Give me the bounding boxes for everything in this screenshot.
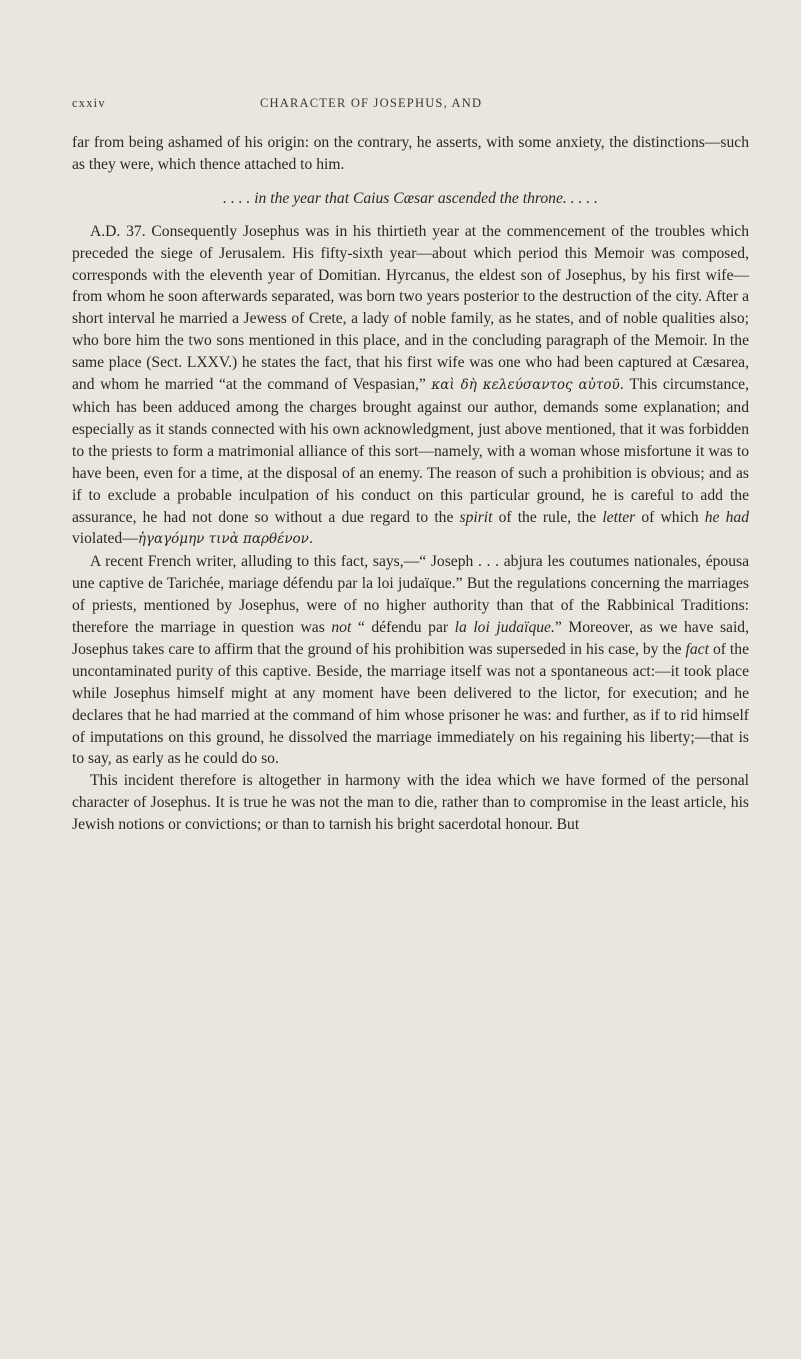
italic-word: spirit bbox=[459, 508, 493, 526]
paragraph-ad37 bbox=[72, 221, 749, 552]
page-number: cxxiv bbox=[72, 96, 106, 110]
date-marker: A.D. 37. bbox=[90, 222, 146, 240]
text-run: Consequently Josephus was in his thirtieth year at the commencement of the troubles which preceded the siege of Jerusalem. His fifty-sixth year—about which period this Memoir was composed, corresponds with the eleventh year of Domitian. Hyrcanus, the eldest son of Josephus, by his first wife—from whom he soon afterwards separated, was born two years posterior to the destruction of the city. After a short interval he married a Jewess of Crete, a lady of noble family, as he states, and of noble qualities also; who bore him the two sons mentioned in this place, and in the concluding paragraph of the Memoir. In the same place (Sect. LXXV.) he states the fact, that his first wife was one who had been captured at Cæsarea, and whom he married “at the command of Vespasian,” bbox=[72, 222, 749, 394]
text-run: of which bbox=[635, 508, 705, 526]
italic-word: he had bbox=[704, 508, 749, 526]
quoted-line: . . . . in the year that Caius Cæsar ascended the throne. . . . . bbox=[223, 189, 598, 207]
text-run: violated— bbox=[72, 530, 138, 548]
greek-phrase: καὶ δὴ κελεύσαντος αὐτοῦ. bbox=[431, 377, 624, 394]
paragraph-french-writer bbox=[72, 551, 749, 770]
text-run: ” Moreover, as we have said, Josephus takes care to affirm that the ground of his prohibition was superseded in his case, by the bbox=[72, 619, 750, 658]
italic-word: letter bbox=[602, 508, 636, 526]
running-title: CHARACTER OF JOSEPHUS, AND bbox=[260, 96, 483, 110]
paragraph-continued: far from being ashamed of his origin: on the contrary, he asserts, with some anxiety, the distinctions—such as they were, which thence attached to him. bbox=[72, 134, 749, 173]
italic-word: not bbox=[331, 619, 352, 637]
running-head bbox=[72, 96, 749, 132]
text-run: of the uncontaminated purity of this captive. Beside, the marriage itself was not a spontaneous act:—it took place while Josephus himself might at any moment have been delivered to the lictor, for execution; and he declares that he had married at the command of him whose prisoner he was: and further, as if to rid himself of imputations on this ground, he dissolved the marriage immediately on his regaining his liberty;—that is to say, as early as he could do so. bbox=[72, 640, 749, 768]
text-run: This circumstance, which has been adduced among the charges brought against our author, demands some explanation; and especially as it stands connected with his own acknowledgment, just above mentioned, that it was forbidden to the priests to form a matrimonial alliance of this sort—namely, with a woman whose misfortune it was to have been, even for a time, at the disposal of an enemy. The reason of such a prohibition is obvious; and as if to exclude a probable inculpation of his conduct on this particular ground, he is careful to add the assurance, he had not done so without a due regard to the bbox=[72, 376, 749, 526]
text-run: “ défendu par bbox=[351, 619, 455, 637]
greek-phrase: ἠγαγόμην τινὰ παρθένον. bbox=[137, 531, 314, 548]
paragraph-incident: This incident therefore is altogether in harmony with the idea which we have formed of the personal character of Josephus. It is true he was not the man to die, rather than to compromise in the least article, his Jewish notions or convictions; or than to tarnish his bright sacerdotal honour. But bbox=[72, 772, 749, 834]
italic-word: la loi judaïque. bbox=[454, 619, 555, 637]
text-run: of the rule, the bbox=[492, 508, 603, 526]
body-text bbox=[72, 132, 749, 836]
text-run: A recent French writer, alluding to this fact, says,—“ Joseph . . . abjura les coutumes nationales, épousa une captive de Tarichée, mariage défendu par la loi judaïque.” But the regulations concerning the marriages of priests, mentioned by Josephus, were of no higher authority than that of the Rabbinical Traditions: therefore the marriage in question was bbox=[72, 553, 749, 637]
italic-word: fact bbox=[685, 640, 709, 658]
